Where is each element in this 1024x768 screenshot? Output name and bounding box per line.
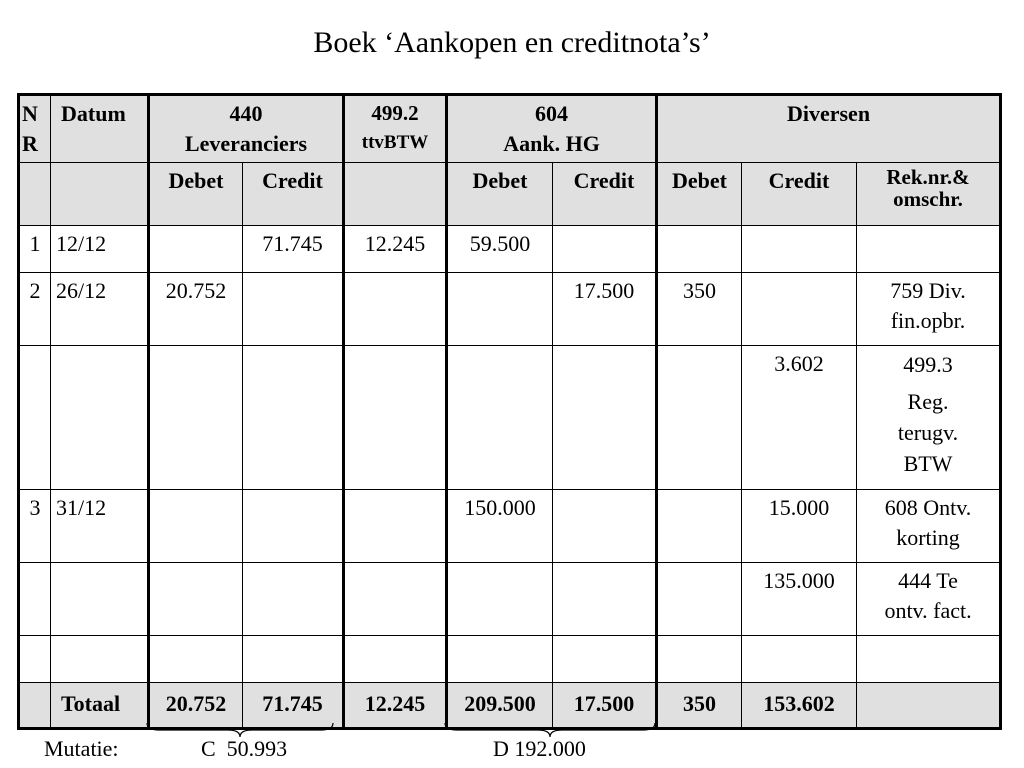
table-row <box>19 273 1001 346</box>
header-nr-line2: R <box>22 131 38 156</box>
cell-empty <box>149 636 243 683</box>
totals-aank-credit: 17.500 <box>553 683 657 729</box>
cell-aank-credit <box>553 346 657 490</box>
header-leveranciers-code: 440 <box>229 101 263 126</box>
mutatie-label: Mutatie: <box>44 736 119 761</box>
cell-rek-line2: korting <box>896 525 960 550</box>
cell-div-credit: 15.000 <box>742 490 857 563</box>
cell-aank-credit: 17.500 <box>553 273 657 346</box>
cell-datum <box>51 346 149 490</box>
cell-empty <box>857 636 1001 683</box>
cell-aank-debet: 59.500 <box>447 226 553 273</box>
cell-rek-line1: 499.3 <box>903 352 953 377</box>
cell-aank-credit <box>553 490 657 563</box>
cell-nr: 1 <box>19 226 51 273</box>
totals-div-debet: 350 <box>657 683 742 729</box>
header-row-sides <box>19 163 1001 226</box>
totals-lev-credit: 71.745 <box>243 683 344 729</box>
header-nr <box>19 95 51 163</box>
cell-rek-line2: fin.opbr. <box>890 308 966 333</box>
cell-datum: 31/12 <box>51 490 149 563</box>
totals-nr-blank <box>19 683 51 729</box>
cell-rek <box>857 490 1001 563</box>
cell-aank-debet <box>447 273 553 346</box>
header-aankopen-name: Aank. HG <box>503 131 600 156</box>
header-div-credit: Credit <box>742 163 857 226</box>
cell-empty <box>553 636 657 683</box>
table-row <box>19 226 1001 273</box>
cell-div-debet <box>657 346 742 490</box>
table-row <box>19 346 1001 490</box>
cell-lev-debet <box>149 346 243 490</box>
table-row <box>19 490 1001 563</box>
totals-aank-debet: 209.500 <box>447 683 553 729</box>
cell-btw: 12.245 <box>344 226 447 273</box>
mutatie-aankopen: D 192.000 <box>493 736 586 761</box>
cell-div-debet <box>657 490 742 563</box>
cell-lev-credit <box>243 490 344 563</box>
header-datum: Datum <box>51 95 149 163</box>
cell-empty <box>243 636 344 683</box>
header-nr-blank <box>19 163 51 226</box>
cell-aank-credit <box>553 226 657 273</box>
cell-div-debet <box>657 226 742 273</box>
header-rek-line2: omschr. <box>893 187 963 211</box>
header-aankopen <box>447 95 657 163</box>
cell-lev-credit <box>243 273 344 346</box>
header-lev-debet: Debet <box>149 163 243 226</box>
cell-nr: 2 <box>19 273 51 346</box>
header-aankopen-code: 604 <box>535 101 569 126</box>
cell-btw <box>344 490 447 563</box>
header-aank-debet: Debet <box>447 163 553 226</box>
header-lev-credit: Credit <box>243 163 344 226</box>
cell-rek <box>857 563 1001 636</box>
cell-empty <box>657 636 742 683</box>
totals-rek <box>857 683 1001 729</box>
cell-div-debet <box>657 563 742 636</box>
header-nr-line1: N <box>22 101 38 126</box>
cell-rek <box>857 226 1001 273</box>
cell-rek-line1: 759 Div. <box>890 278 966 303</box>
header-rek-line1: Rek.nr.& <box>886 165 970 189</box>
cell-empty <box>51 636 149 683</box>
cell-empty <box>344 636 447 683</box>
cell-empty <box>447 636 553 683</box>
header-leveranciers <box>149 95 344 163</box>
mutatie-leveranciers: C 50.993 <box>201 736 288 761</box>
cell-lev-credit <box>243 563 344 636</box>
header-div-debet: Debet <box>657 163 742 226</box>
cell-empty <box>742 636 857 683</box>
cell-rek-line3: terugv. <box>897 420 959 445</box>
cell-aank-debet: 150.000 <box>447 490 553 563</box>
header-diversen: Diversen <box>657 95 1001 163</box>
table-row <box>19 563 1001 636</box>
header-leveranciers-name: Leveranciers <box>184 131 308 156</box>
totals-div-credit: 153.602 <box>742 683 857 729</box>
header-btw-name: ttvBTW <box>361 132 429 153</box>
cell-datum: 26/12 <box>51 273 149 346</box>
totals-lev-debet: 20.752 <box>149 683 243 729</box>
header-btw <box>344 95 447 163</box>
header-aank-credit: Credit <box>553 163 657 226</box>
cell-btw <box>344 563 447 636</box>
cell-rek-line1: 444 Te <box>898 568 958 593</box>
cell-nr <box>19 563 51 636</box>
cell-btw <box>344 273 447 346</box>
ledger-table <box>17 93 1002 730</box>
cell-rek <box>857 273 1001 346</box>
cell-lev-credit: 71.745 <box>243 226 344 273</box>
cell-lev-debet: 20.752 <box>149 273 243 346</box>
totals-label: Totaal <box>51 683 149 729</box>
cell-lev-debet <box>149 490 243 563</box>
table-row-empty <box>19 636 1001 683</box>
cell-nr <box>19 346 51 490</box>
cell-rek-line2: Reg. <box>907 389 949 414</box>
cell-aank-debet <box>447 346 553 490</box>
cell-lev-debet <box>149 563 243 636</box>
cell-aank-debet <box>447 563 553 636</box>
cell-btw <box>344 346 447 490</box>
header-datum-blank <box>51 163 149 226</box>
cell-rek-line2: ontv. fact. <box>884 598 972 623</box>
cell-nr: 3 <box>19 490 51 563</box>
cell-aank-credit <box>553 563 657 636</box>
header-row-accounts <box>19 95 1001 163</box>
cell-div-debet: 350 <box>657 273 742 346</box>
header-btw-blank <box>344 163 447 226</box>
cell-div-credit <box>742 273 857 346</box>
cell-div-credit: 3.602 <box>742 346 857 490</box>
cell-rek-line1: 608 Ontv. <box>884 495 972 520</box>
cell-datum <box>51 563 149 636</box>
cell-lev-credit <box>243 346 344 490</box>
document-title: Boek ‘Aankopen en creditnota’s’ <box>313 26 711 59</box>
header-rek <box>857 163 1001 226</box>
header-btw-code: 499.2 <box>371 101 419 125</box>
totals-btw: 12.245 <box>344 683 447 729</box>
cell-lev-debet <box>149 226 243 273</box>
cell-rek-line4: BTW <box>903 451 953 476</box>
cell-div-credit <box>742 226 857 273</box>
cell-empty <box>19 636 51 683</box>
cell-rek <box>857 346 1001 490</box>
cell-div-credit: 135.000 <box>742 563 857 636</box>
cell-datum: 12/12 <box>51 226 149 273</box>
